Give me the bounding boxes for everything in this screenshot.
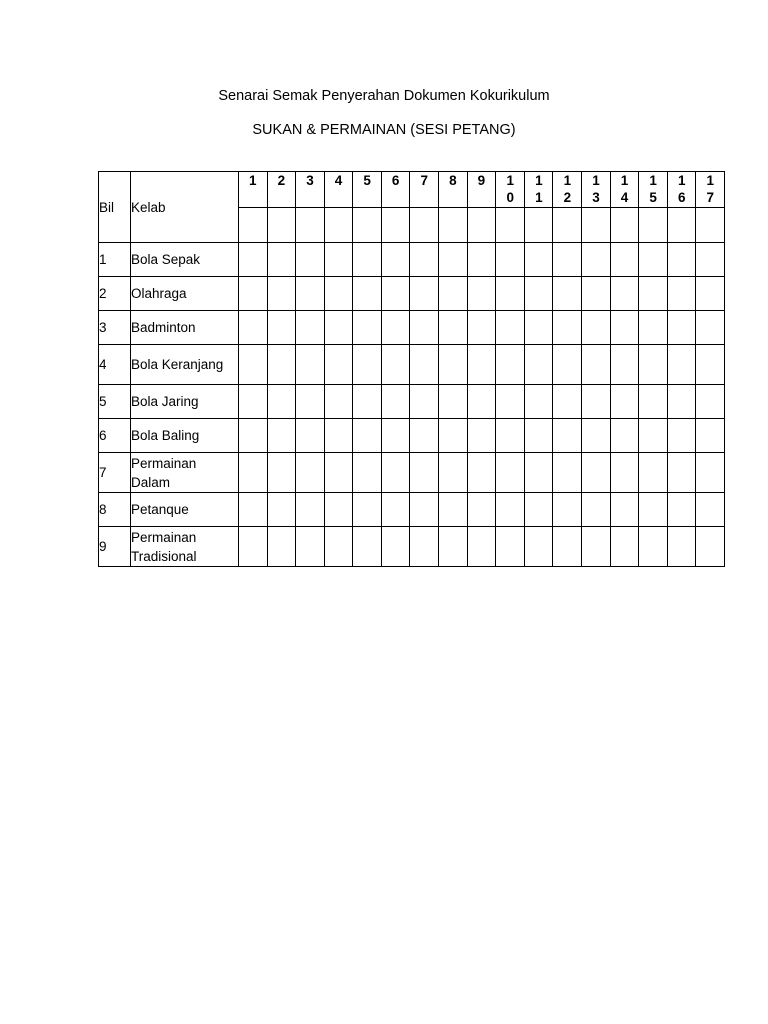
row-number: 8 xyxy=(99,493,131,527)
check-cell[interactable] xyxy=(353,311,382,345)
check-cell[interactable] xyxy=(553,277,582,311)
check-cell[interactable] xyxy=(610,493,639,527)
check-cell[interactable] xyxy=(467,385,496,419)
check-cell[interactable] xyxy=(553,385,582,419)
table-row xyxy=(99,419,725,453)
row-number: 6 xyxy=(99,419,131,453)
column-header-2 xyxy=(267,172,296,208)
sub-header-cell xyxy=(696,208,725,243)
column-header-16 xyxy=(667,172,696,208)
check-cell[interactable] xyxy=(696,311,725,345)
check-cell[interactable] xyxy=(239,493,268,527)
column-header-15 xyxy=(639,172,668,208)
check-cell[interactable] xyxy=(553,419,582,453)
check-cell[interactable] xyxy=(324,527,353,567)
check-cell[interactable] xyxy=(524,453,553,493)
check-cell[interactable] xyxy=(581,311,610,345)
column-header-label: 8 xyxy=(449,173,457,188)
check-cell[interactable] xyxy=(581,385,610,419)
check-cell[interactable] xyxy=(610,419,639,453)
sub-header-cell xyxy=(439,208,468,243)
check-cell[interactable] xyxy=(639,311,668,345)
check-cell[interactable] xyxy=(696,419,725,453)
check-cell[interactable] xyxy=(353,277,382,311)
sub-header-cell xyxy=(267,208,296,243)
table-row xyxy=(99,453,725,493)
column-header-10 xyxy=(496,172,525,208)
check-cell[interactable] xyxy=(296,277,325,311)
check-cell[interactable] xyxy=(467,277,496,311)
check-cell[interactable] xyxy=(467,527,496,567)
column-header-7 xyxy=(410,172,439,208)
check-cell[interactable] xyxy=(639,385,668,419)
check-cell[interactable] xyxy=(667,493,696,527)
header-kelab: Kelab xyxy=(131,172,239,243)
row-club-name: Permainan Tradisional xyxy=(131,527,239,567)
row-number: 3 xyxy=(99,311,131,345)
check-cell[interactable] xyxy=(524,527,553,567)
check-cell[interactable] xyxy=(324,277,353,311)
check-cell[interactable] xyxy=(696,527,725,567)
check-cell[interactable] xyxy=(324,345,353,385)
check-cell[interactable] xyxy=(696,385,725,419)
row-club-name: Bola Baling xyxy=(131,419,239,453)
check-cell[interactable] xyxy=(610,345,639,385)
check-cell[interactable] xyxy=(410,345,439,385)
check-cell[interactable] xyxy=(296,527,325,567)
column-header-1 xyxy=(239,172,268,208)
document-subtitle: SUKAN & PERMAINAN (SESI PETANG) xyxy=(252,122,516,138)
check-cell[interactable] xyxy=(610,243,639,277)
check-cell[interactable] xyxy=(610,527,639,567)
check-cell[interactable] xyxy=(239,385,268,419)
column-header-label: 10 xyxy=(506,173,520,205)
check-cell[interactable] xyxy=(381,277,410,311)
check-cell[interactable] xyxy=(496,385,525,419)
check-cell[interactable] xyxy=(467,453,496,493)
check-cell[interactable] xyxy=(239,453,268,493)
check-cell[interactable] xyxy=(639,419,668,453)
check-cell[interactable] xyxy=(610,453,639,493)
check-cell[interactable] xyxy=(667,419,696,453)
check-cell[interactable] xyxy=(324,453,353,493)
check-cell[interactable] xyxy=(381,311,410,345)
check-cell[interactable] xyxy=(524,385,553,419)
column-header-11 xyxy=(524,172,553,208)
check-cell[interactable] xyxy=(667,453,696,493)
header-row xyxy=(99,172,725,208)
check-cell[interactable] xyxy=(524,243,553,277)
check-cell[interactable] xyxy=(496,277,525,311)
check-cell[interactable] xyxy=(581,493,610,527)
check-cell[interactable] xyxy=(267,345,296,385)
check-cell[interactable] xyxy=(410,493,439,527)
sub-header-cell xyxy=(524,208,553,243)
check-cell[interactable] xyxy=(353,493,382,527)
check-cell[interactable] xyxy=(324,419,353,453)
column-header-4 xyxy=(324,172,353,208)
column-header-label: 15 xyxy=(649,173,663,205)
check-cell[interactable] xyxy=(524,419,553,453)
check-cell[interactable] xyxy=(296,493,325,527)
check-cell[interactable] xyxy=(581,419,610,453)
check-cell[interactable] xyxy=(496,345,525,385)
check-cell[interactable] xyxy=(667,527,696,567)
column-header-label: 12 xyxy=(563,173,578,205)
column-header-label: 9 xyxy=(477,173,486,188)
check-cell[interactable] xyxy=(439,493,468,527)
check-cell[interactable] xyxy=(410,243,439,277)
column-header-6 xyxy=(381,172,410,208)
check-cell[interactable] xyxy=(667,311,696,345)
check-cell[interactable] xyxy=(296,311,325,345)
check-cell[interactable] xyxy=(467,493,496,527)
sub-header-cell xyxy=(467,208,496,243)
check-cell[interactable] xyxy=(639,277,668,311)
check-cell[interactable] xyxy=(524,277,553,311)
check-cell[interactable] xyxy=(524,345,553,385)
check-cell[interactable] xyxy=(696,493,725,527)
check-cell[interactable] xyxy=(353,419,382,453)
check-cell[interactable] xyxy=(410,453,439,493)
check-cell[interactable] xyxy=(239,419,268,453)
check-cell[interactable] xyxy=(439,277,468,311)
check-cell[interactable] xyxy=(381,527,410,567)
check-cell[interactable] xyxy=(267,527,296,567)
check-cell[interactable] xyxy=(696,243,725,277)
check-cell[interactable] xyxy=(296,345,325,385)
column-header-label: 17 xyxy=(706,173,721,205)
row-number: 2 xyxy=(99,277,131,311)
check-cell[interactable] xyxy=(239,527,268,567)
check-cell[interactable] xyxy=(667,277,696,311)
check-cell[interactable] xyxy=(639,453,668,493)
sub-header-cell xyxy=(639,208,668,243)
column-header-label: 2 xyxy=(277,173,286,188)
check-cell[interactable] xyxy=(467,419,496,453)
check-cell[interactable] xyxy=(410,385,439,419)
row-number: 9 xyxy=(99,527,131,567)
row-club-name: Bola Sepak xyxy=(131,243,239,277)
row-number: 5 xyxy=(99,385,131,419)
sub-header-cell xyxy=(410,208,439,243)
check-cell[interactable] xyxy=(267,453,296,493)
check-cell[interactable] xyxy=(467,311,496,345)
sub-header-cell xyxy=(610,208,639,243)
table-row xyxy=(99,345,725,385)
check-cell[interactable] xyxy=(496,419,525,453)
column-header-label: 6 xyxy=(391,173,400,188)
check-cell[interactable] xyxy=(267,385,296,419)
check-cell[interactable] xyxy=(439,345,468,385)
row-club-name: Petanque xyxy=(131,493,239,527)
check-cell[interactable] xyxy=(553,527,582,567)
check-cell[interactable] xyxy=(324,385,353,419)
check-cell[interactable] xyxy=(696,453,725,493)
check-cell[interactable] xyxy=(267,419,296,453)
table-row xyxy=(99,311,725,345)
table-row xyxy=(99,243,725,277)
check-cell[interactable] xyxy=(439,243,468,277)
check-cell[interactable] xyxy=(467,243,496,277)
check-cell[interactable] xyxy=(239,345,268,385)
check-cell[interactable] xyxy=(496,453,525,493)
sub-header-cell xyxy=(581,208,610,243)
check-cell[interactable] xyxy=(639,527,668,567)
check-cell[interactable] xyxy=(410,277,439,311)
check-cell[interactable] xyxy=(667,385,696,419)
check-cell[interactable] xyxy=(353,385,382,419)
check-cell[interactable] xyxy=(296,453,325,493)
row-club-name: Bola Jaring xyxy=(131,385,239,419)
check-cell[interactable] xyxy=(439,311,468,345)
check-cell[interactable] xyxy=(410,527,439,567)
check-cell[interactable] xyxy=(639,243,668,277)
check-cell[interactable] xyxy=(239,277,268,311)
check-cell[interactable] xyxy=(696,277,725,311)
column-header-label: 16 xyxy=(677,173,692,205)
check-cell[interactable] xyxy=(324,493,353,527)
check-cell[interactable] xyxy=(639,345,668,385)
check-cell[interactable] xyxy=(524,311,553,345)
check-cell[interactable] xyxy=(381,493,410,527)
check-cell[interactable] xyxy=(496,311,525,345)
check-cell[interactable] xyxy=(496,493,525,527)
row-number: 4 xyxy=(99,345,131,385)
check-cell[interactable] xyxy=(296,385,325,419)
check-cell[interactable] xyxy=(439,419,468,453)
table-row xyxy=(99,493,725,527)
check-cell[interactable] xyxy=(696,345,725,385)
check-cell[interactable] xyxy=(581,243,610,277)
column-header-label: 3 xyxy=(306,173,314,188)
check-cell[interactable] xyxy=(667,345,696,385)
column-header-label: 5 xyxy=(363,173,371,188)
check-cell[interactable] xyxy=(381,345,410,385)
column-header-label: 14 xyxy=(620,173,635,205)
column-header-label: 11 xyxy=(535,173,549,205)
column-header-5 xyxy=(353,172,382,208)
column-header-12 xyxy=(553,172,582,208)
check-cell[interactable] xyxy=(667,243,696,277)
column-header-8 xyxy=(439,172,468,208)
check-cell[interactable] xyxy=(353,345,382,385)
column-header-label: 7 xyxy=(420,173,429,188)
check-cell[interactable] xyxy=(496,527,525,567)
check-cell[interactable] xyxy=(439,453,468,493)
check-cell[interactable] xyxy=(410,419,439,453)
column-header-label: 1 xyxy=(249,173,257,188)
check-cell[interactable] xyxy=(553,493,582,527)
sub-header-cell xyxy=(353,208,382,243)
checklist-table xyxy=(98,171,725,567)
check-cell[interactable] xyxy=(296,243,325,277)
check-cell[interactable] xyxy=(410,311,439,345)
table-row xyxy=(99,277,725,311)
column-header-9 xyxy=(467,172,496,208)
sub-header-cell xyxy=(667,208,696,243)
check-cell[interactable] xyxy=(381,385,410,419)
header-bil: Bil xyxy=(99,172,131,243)
check-cell[interactable] xyxy=(610,311,639,345)
check-cell[interactable] xyxy=(581,527,610,567)
table-row xyxy=(99,385,725,419)
check-cell[interactable] xyxy=(381,453,410,493)
check-cell[interactable] xyxy=(324,243,353,277)
check-cell[interactable] xyxy=(581,345,610,385)
column-header-3 xyxy=(296,172,325,208)
check-cell[interactable] xyxy=(524,493,553,527)
check-cell[interactable] xyxy=(610,277,639,311)
check-cell[interactable] xyxy=(467,345,496,385)
row-number: 7 xyxy=(99,453,131,493)
row-club-name: Bola Keranjang xyxy=(131,345,239,385)
check-cell[interactable] xyxy=(239,243,268,277)
check-cell[interactable] xyxy=(296,419,325,453)
check-cell[interactable] xyxy=(581,277,610,311)
row-club-name: Permainan Dalam xyxy=(131,453,239,493)
check-cell[interactable] xyxy=(353,243,382,277)
row-number: 1 xyxy=(99,243,131,277)
check-cell[interactable] xyxy=(353,527,382,567)
check-cell[interactable] xyxy=(581,453,610,493)
sub-header-cell xyxy=(553,208,582,243)
sub-header-cell xyxy=(496,208,525,243)
check-cell[interactable] xyxy=(439,527,468,567)
check-cell[interactable] xyxy=(381,243,410,277)
sub-header-cell xyxy=(239,208,268,243)
table-row xyxy=(99,527,725,567)
document-title: Senarai Semak Penyerahan Dokumen Kokurikulum xyxy=(218,88,550,104)
row-club-name: Badminton xyxy=(131,311,239,345)
column-header-17 xyxy=(696,172,725,208)
check-cell[interactable] xyxy=(267,243,296,277)
column-header-13 xyxy=(581,172,610,208)
column-header-14 xyxy=(610,172,639,208)
check-cell[interactable] xyxy=(553,453,582,493)
sub-header-cell xyxy=(296,208,325,243)
check-cell[interactable] xyxy=(496,243,525,277)
sub-header-cell xyxy=(324,208,353,243)
column-header-label: 13 xyxy=(592,173,606,205)
check-cell[interactable] xyxy=(610,385,639,419)
check-cell[interactable] xyxy=(353,453,382,493)
row-club-name: Olahraga xyxy=(131,277,239,311)
check-cell[interactable] xyxy=(324,311,353,345)
check-cell[interactable] xyxy=(553,243,582,277)
check-cell[interactable] xyxy=(381,419,410,453)
check-cell[interactable] xyxy=(239,311,268,345)
check-cell[interactable] xyxy=(267,311,296,345)
check-cell[interactable] xyxy=(439,385,468,419)
check-cell[interactable] xyxy=(553,311,582,345)
check-cell[interactable] xyxy=(639,493,668,527)
check-cell[interactable] xyxy=(267,493,296,527)
check-cell[interactable] xyxy=(267,277,296,311)
column-header-label: 4 xyxy=(334,173,343,188)
check-cell[interactable] xyxy=(553,345,582,385)
sub-header-cell xyxy=(381,208,410,243)
